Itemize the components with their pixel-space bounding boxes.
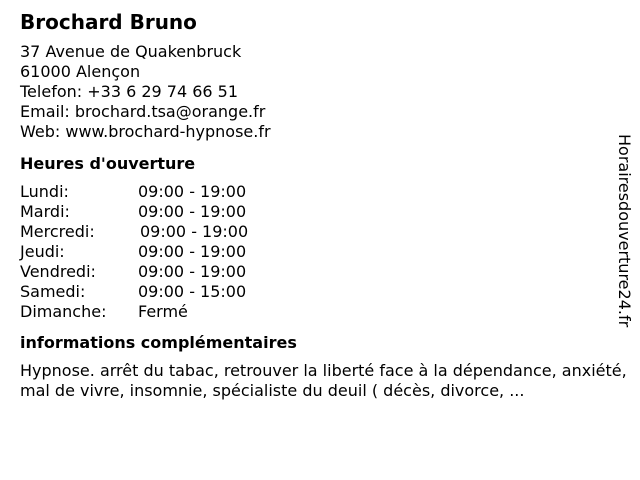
hours-heading: Heures d'ouverture [20, 154, 196, 173]
time-value: 09:00 - 19:00 [138, 202, 247, 221]
watermark [612, 134, 634, 346]
day-label: Mardi: [20, 202, 70, 221]
time-value: Fermé [138, 302, 188, 321]
hours-row-thursday [20, 242, 620, 262]
business-name: Brochard Bruno [20, 10, 197, 34]
web-line[interactable]: Web: www.brochard-hypnose.fr [20, 122, 271, 141]
time-value: 09:00 - 19:00 [138, 262, 247, 281]
time-value: 09:00 - 15:00 [138, 282, 247, 301]
day-label: Jeudi: [20, 242, 65, 261]
time-value: 09:00 - 19:00 [140, 222, 249, 241]
time-value: 09:00 - 19:00 [138, 182, 247, 201]
info-heading: informations complémentaires [20, 333, 297, 352]
address-line-1: 37 Avenue de Quakenbruck [20, 42, 242, 61]
hours-row-wednesday [20, 222, 620, 242]
day-label: Lundi: [20, 182, 69, 201]
hours-table [20, 182, 620, 322]
day-label: Samedi: [20, 282, 86, 301]
contact-block [20, 42, 620, 142]
hours-row-monday [20, 182, 620, 202]
day-label: Vendredi: [20, 262, 96, 281]
time-value: 09:00 - 19:00 [138, 242, 247, 261]
watermark-text: Horairesdouverture24.fr [615, 134, 634, 328]
day-label: Dimanche: [20, 302, 107, 321]
info-description: Hypnose. arrêt du tabac, retrouver la liberté face à la dépendance, anxiété, mal de vivre, insomnie, spécialiste du deuil ( décès, divorce, ... [20, 361, 627, 400]
hours-row-tuesday [20, 202, 620, 222]
hours-row-saturday [20, 282, 620, 302]
hours-row-friday [20, 262, 620, 282]
hours-row-sunday [20, 302, 620, 322]
phone-line[interactable]: Telefon: +33 6 29 74 66 51 [20, 82, 239, 101]
email-line[interactable]: Email: brochard.tsa@orange.fr [20, 102, 266, 121]
address-line-2: 61000 Alençon [20, 62, 141, 81]
day-label: Mercredi: [20, 222, 95, 241]
